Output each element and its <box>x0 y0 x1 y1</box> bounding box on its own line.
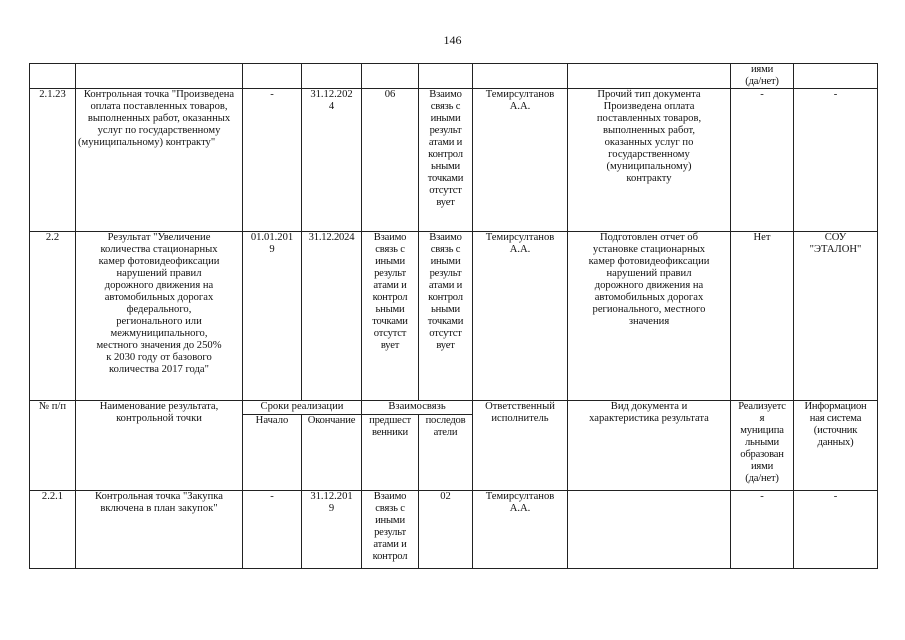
executor-cell: Темирсултанов А.А. <box>473 89 568 232</box>
header-successors: последов атели <box>419 415 473 491</box>
document-cell <box>568 491 731 569</box>
info-system-cell: - <box>794 89 878 232</box>
page-number: 146 <box>443 33 462 47</box>
document-cell: Подготовлен отчет об установке стационарных камер фотовидеофиксации нарушений правил дорожного движения на автомобильных дорогах регионального, местного значения <box>568 232 731 401</box>
realized-cell: - <box>731 491 794 569</box>
successors-cell: Взаимо связь с иными результ атами и контрол ьными точками отсутст вует <box>419 89 473 232</box>
header-start: Начало <box>243 415 302 491</box>
header-document: Вид документа и характеристика результата <box>568 401 731 491</box>
end-date: 31.12.2024 <box>302 232 362 401</box>
start-date: - <box>243 491 302 569</box>
row-number: 2.2 <box>30 232 76 401</box>
predecessors-cell: Взаимо связь с иными результ атами и контрол <box>362 491 419 569</box>
info-system-cell: - <box>794 491 878 569</box>
predecessors-cell: 06 <box>362 89 419 232</box>
start-date: 01.01.201 9 <box>243 232 302 401</box>
header-end: Окончание <box>302 415 362 491</box>
results-table <box>29 63 878 569</box>
header-predecessors: предшест венники <box>362 415 419 491</box>
table-row <box>30 491 878 569</box>
table-row <box>30 89 878 232</box>
row-number: 2.1.23 <box>30 89 76 232</box>
row-number: 2.2.1 <box>30 491 76 569</box>
header-name: Наименование результата, контрольной точки <box>76 401 243 491</box>
result-name: Контрольная точка "Закупка включена в план закупок" <box>76 491 243 569</box>
table-header-row <box>30 401 878 415</box>
header-info-system: Информацион ная система (источник данных) <box>794 401 878 491</box>
table-row-fragment <box>30 64 878 89</box>
info-system-cell: СОУ "ЭТАЛОН" <box>794 232 878 401</box>
header-realized: Реализуетс я муниципа льными образован иями (да/нет) <box>731 401 794 491</box>
result-name: Контрольная точка "Произведена оплата поставленных товаров, выполненных работ, оказанных услуг по государственному (муниципальному) контракту" <box>76 89 243 232</box>
end-date: 31.12.201 9 <box>302 491 362 569</box>
realized-cell: иями (да/нет) <box>731 64 794 89</box>
result-name: Результат "Увеличение количества стационарных камер фотовидеофиксации нарушений правил дорожного движения на автомобильных дорогах федерального, регионального или межмуниципального, местного значения до 250% к 2030 году от базового количества 2017 года" <box>76 232 243 401</box>
successors-cell: 02 <box>419 491 473 569</box>
end-date: 31.12.202 4 <box>302 89 362 232</box>
predecessors-cell: Взаимо связь с иными результ атами и контрол ьными точками отсутст вует <box>362 232 419 401</box>
realized-cell: Нет <box>731 232 794 401</box>
realized-cell: - <box>731 89 794 232</box>
start-date: - <box>243 89 302 232</box>
header-executor: Ответственный исполнитель <box>473 401 568 491</box>
successors-cell: Взаимо связь с иными результ атами и контрол ьными точками отсутст вует <box>419 232 473 401</box>
header-relations: Взаимосвязь <box>362 401 473 415</box>
executor-cell: Темирсултанов А.А. <box>473 491 568 569</box>
header-number: № п/п <box>30 401 76 491</box>
executor-cell: Темирсултанов А.А. <box>473 232 568 401</box>
table-row <box>30 232 878 401</box>
document-cell: Прочий тип документа Произведена оплата поставленных товаров, выполненных работ, оказанных услуг по государственному (муниципальному) контракту <box>568 89 731 232</box>
header-terms: Сроки реализации <box>243 401 362 415</box>
